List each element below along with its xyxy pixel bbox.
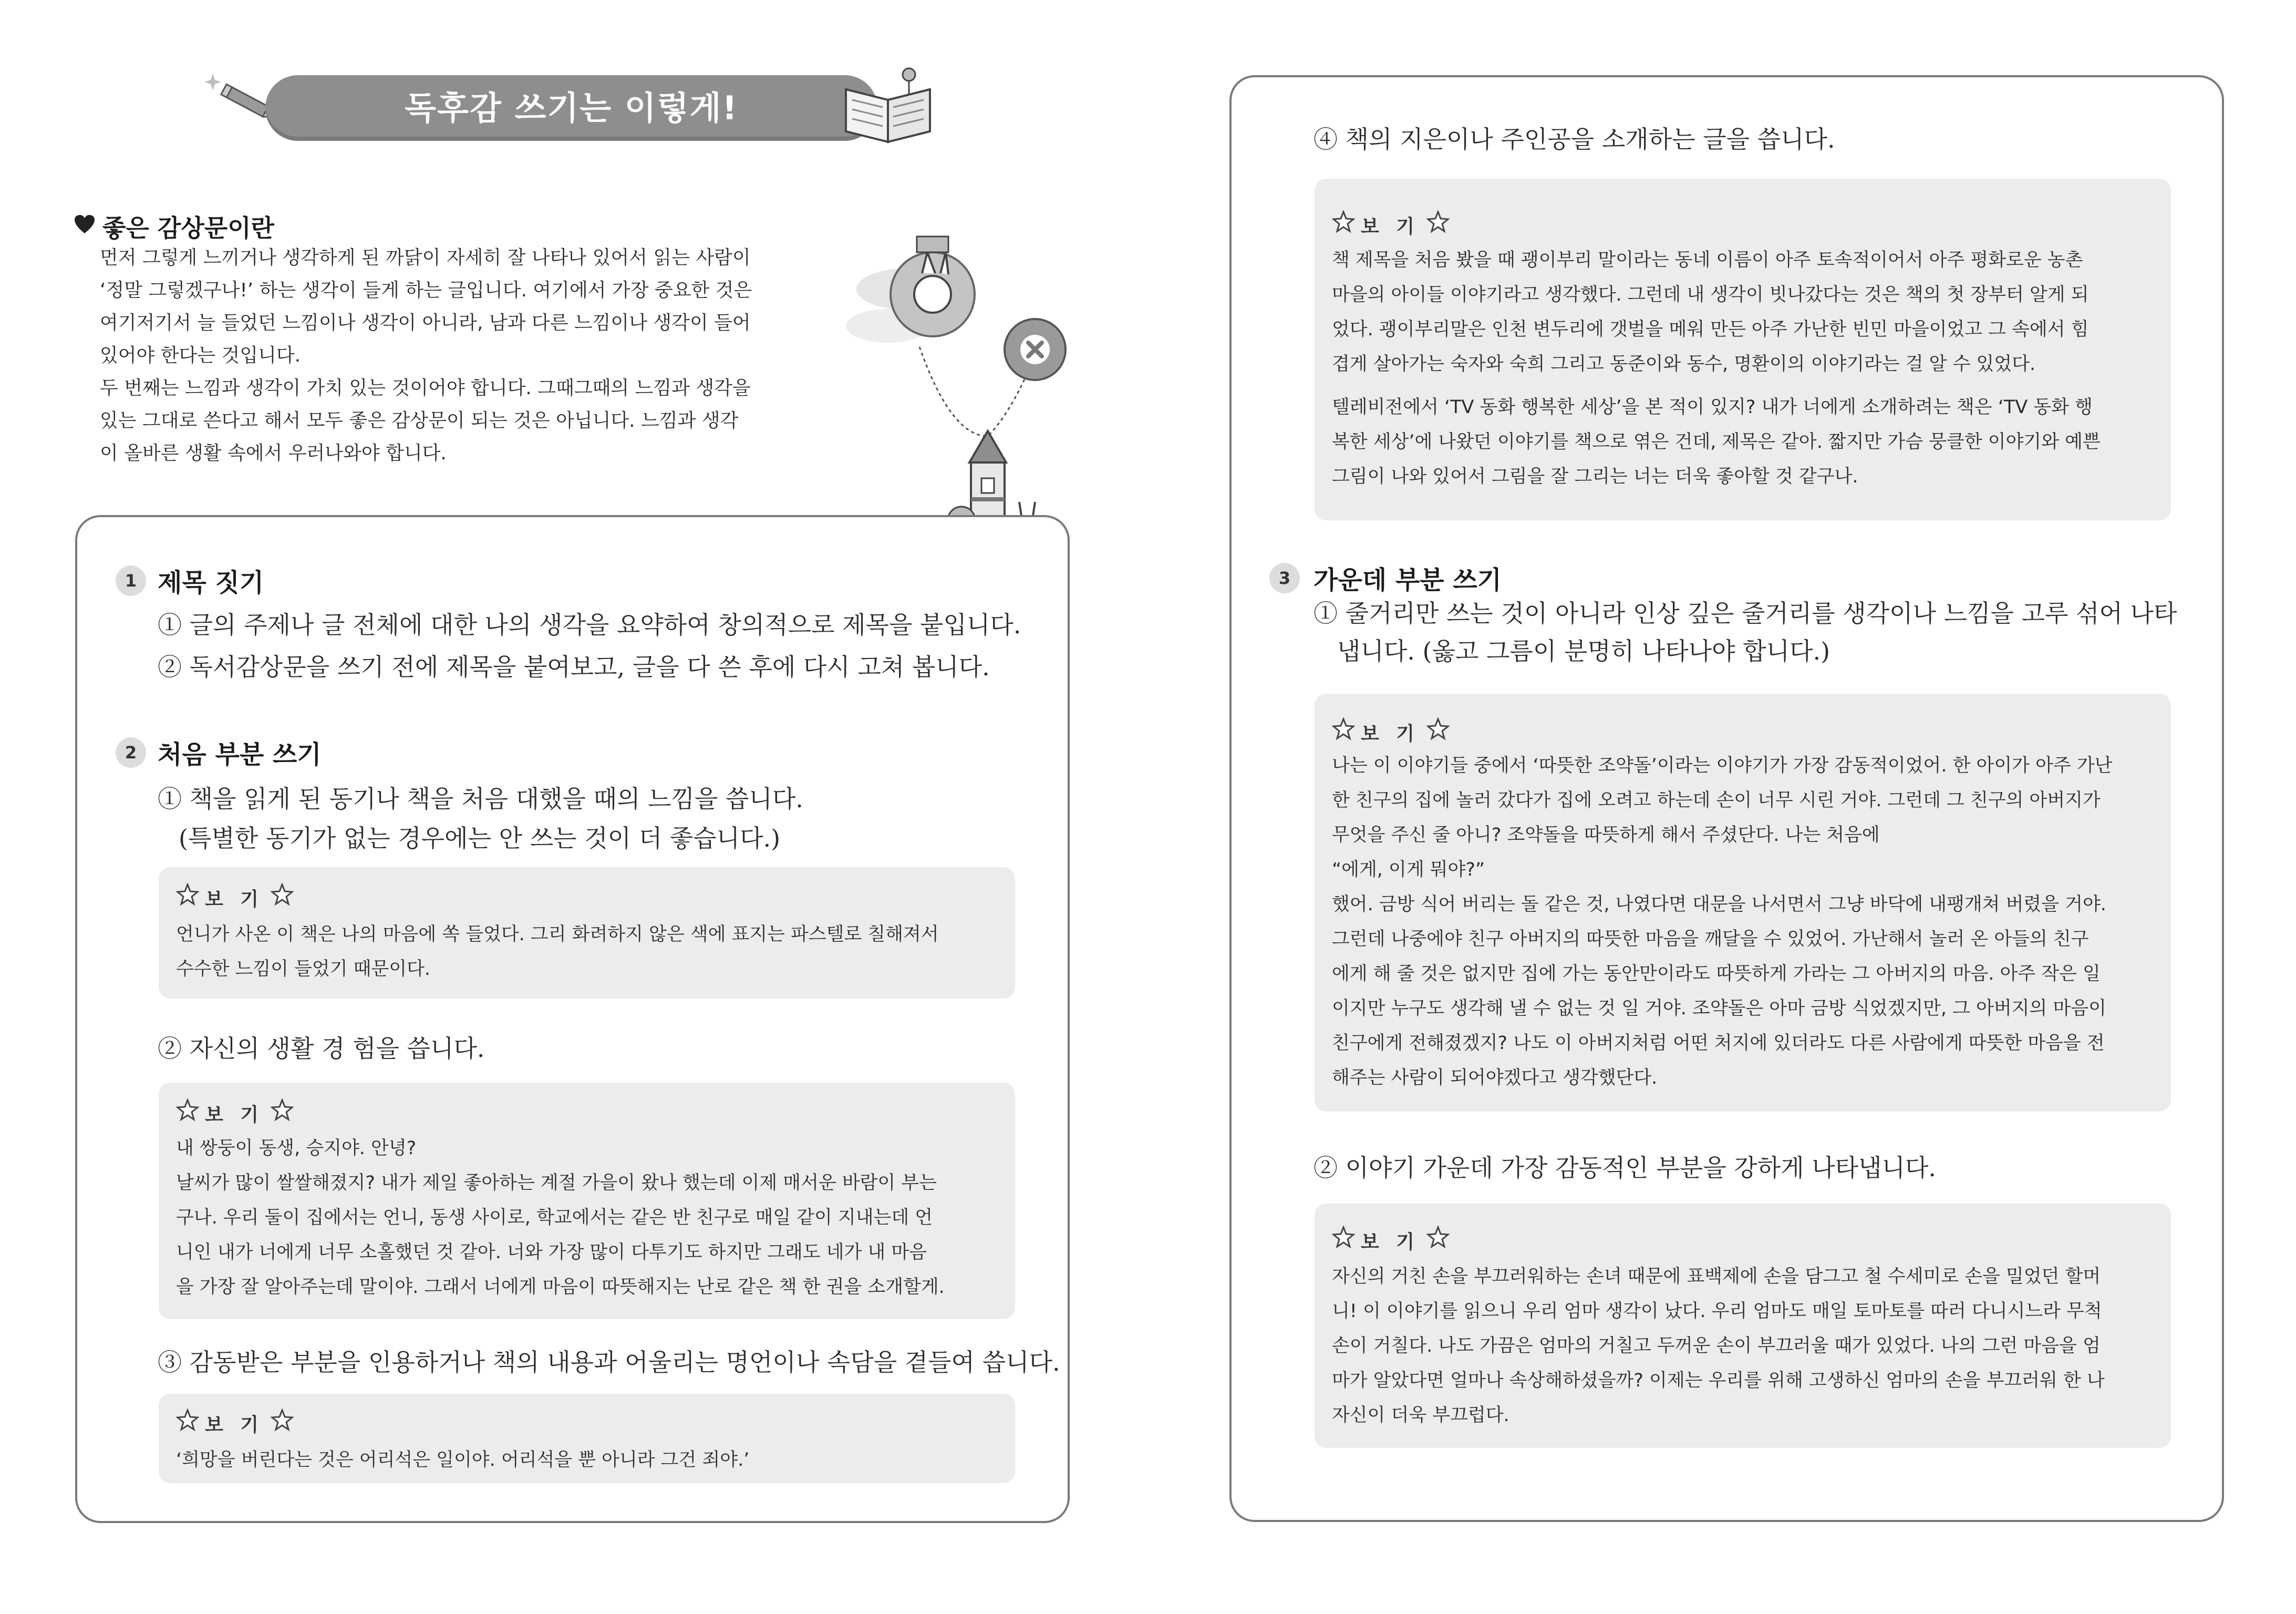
star-icon xyxy=(271,1409,294,1434)
example-label: 보 기 xyxy=(205,889,264,910)
example-label: 보 기 xyxy=(1361,1231,1420,1253)
example-line: 그림이 나와 있어서 그림을 잘 그리는 너는 더욱 좋아할 것 같구나. xyxy=(1332,466,1858,487)
star-icon xyxy=(1426,1226,1450,1251)
example-line: 을 가장 잘 알아주는데 말이야. 그래서 너에게 마음이 따뜻해지는 난로 같은 책 한 권을 소개할게. xyxy=(176,1277,945,1298)
example-line: 수수한 느낌이 들었기 때문이다. xyxy=(176,959,431,980)
intro-line: 있는 그대로 쓴다고 해서 모두 좋은 감상문이 되는 것은 아닙니다. 느낌과 생각 xyxy=(100,410,739,431)
star-icon xyxy=(1426,210,1450,235)
star-icon xyxy=(1332,717,1355,743)
intro-line: 두 번째는 느낌과 생각이 가치 있는 것이어야 합니다. 그때그때의 느낌과 생각을 xyxy=(100,377,751,399)
intro-line: 여기저기서 늘 들었던 느낌이나 생각이 아니라, 남과 다른 느낌이나 생각이 들어 xyxy=(100,312,751,334)
example-line: 텔레비전에서 ‘TV 동화 행복한 세상’을 본 적이 있지? 내가 너에게 소개하려는 책은 ‘TV 동화 행 xyxy=(1332,397,2093,418)
example-line: 복한 세상’에 나왔던 이야기를 책으로 엮은 건데, 제목은 같아. 짧지만 가슴 뭉클한 이야기와 예쁜 xyxy=(1332,431,2101,453)
example-line: ‘희망을 버린다는 것은 어리석은 일이야. 어리석을 뿐 아니라 그건 죄야.’ xyxy=(176,1449,750,1471)
example-line: 손이 거칠다. 나도 가끔은 엄마의 거칠고 두꺼운 손이 부끄러울 때가 있었다. 나의 그런 마음을 엄 xyxy=(1332,1335,2101,1356)
section-item: ① 글의 주제나 글 전체에 대한 나의 생각을 요약하여 창의적으로 제목을 붙입니다. xyxy=(158,611,1021,639)
star-icon xyxy=(271,1098,294,1124)
example-label: 보 기 xyxy=(1361,216,1420,238)
example-line: 그런데 나중에야 친구 아버지의 따뜻한 마음을 깨달을 수 있었어. 가난해서 놀러 온 아들의 친구 xyxy=(1332,929,2089,950)
example-line: 해주는 사람이 되어야겠다고 생각했단다. xyxy=(1332,1067,1658,1088)
section-item: ① 책을 읽게 된 동기나 책을 처음 대했을 때의 느낌을 씁니다. xyxy=(158,785,803,813)
example-line: 니! 이 이야기를 읽으니 우리 엄마 생각이 났다. 우리 엄마도 매일 토마토를 따러 다니시느라 무척 xyxy=(1332,1301,2102,1322)
intro-line: ‘정말 그렇겠구나!’ 하는 생각이 들게 하는 글입니다. 여기에서 가장 중요한 것은 xyxy=(100,280,752,301)
section-heading: 처음 부분 쓰기 xyxy=(158,740,322,769)
section-item: ② 자신의 생활 경 험을 씁니다. xyxy=(158,1034,485,1063)
example-label: 보 기 xyxy=(1361,723,1420,745)
section-number: 2 xyxy=(116,737,146,768)
example-line: 마가 알았다면 얼마나 속상해하셨을까? 이제는 우리를 위해 고생하신 엄마의 손을 부끄러워 한 나 xyxy=(1332,1370,2105,1391)
example-line: 무엇을 주신 줄 아니? 조약돌을 따뜻하게 해서 주셨단다. 나는 처음에 xyxy=(1332,825,1880,846)
star-icon xyxy=(176,1409,199,1434)
open-book-icon xyxy=(841,63,935,149)
example-line: 에게 해 줄 것은 없지만 집에 가는 동안만이라도 따뜻하게 가라는 그 아버지의 마음. 아주 작은 일 xyxy=(1332,963,2101,984)
intro-line: 이 올바른 생활 속에서 우러나와야 합니다. xyxy=(100,443,447,464)
example-line: 내 쌍둥이 동생, 승지야. 안녕? xyxy=(176,1138,417,1159)
section-item: ④ 책의 지은이나 주인공을 소개하는 글을 씁니다. xyxy=(1314,125,1835,153)
example-line: 이지만 누구도 생각해 낼 수 없는 것 일 거야. 조약돌은 아마 금방 식었겠지만, 그 아버지의 마음이 xyxy=(1332,998,2106,1019)
example-line: 마을의 아이들 이야기라고 생각했다. 그런데 내 생각이 빗나갔다는 것은 책의 첫 장부터 알게 되 xyxy=(1332,284,2089,305)
section-item-continued: 냅니다. (옳고 그름이 분명히 나타나야 합니다.) xyxy=(1337,637,1830,665)
star-icon xyxy=(176,883,199,908)
example-line: 했어. 금방 식어 버리는 돌 같은 것, 나였다면 대문을 나서면서 그냥 바닥에 내팽개쳐 버렸을 거야. xyxy=(1332,894,2106,915)
example-line: 친구에게 전해졌겠지? 나도 이 아버지처럼 어떤 처지에 있더라도 다른 사람에게 따뜻한 마음을 전 xyxy=(1332,1033,2105,1054)
example-line: “에게, 이게 뭐야?” xyxy=(1332,859,1485,880)
heart-icon xyxy=(74,214,96,237)
section-heading: 가운데 부분 쓰기 xyxy=(1314,566,1502,595)
example-line: 날씨가 많이 쌀쌀해졌지? 내가 제일 좋아하는 계절 가을이 왔나 했는데 이제 매서운 바람이 부는 xyxy=(176,1173,937,1194)
star-icon xyxy=(176,1098,199,1124)
star-icon xyxy=(1426,717,1450,743)
star-icon xyxy=(271,883,294,908)
example-line: 언니가 사온 이 책은 나의 마음에 쏙 들었다. 그리 화려하지 않은 색에 표지는 파스텔로 칠해져서 xyxy=(176,924,939,945)
section-number: 3 xyxy=(1269,563,1300,593)
intro-line: 먼저 그렇게 느끼거나 생각하게 된 까닭이 자세히 잘 나타나 있어서 읽는 사람이 xyxy=(100,247,751,269)
example-line: 구나. 우리 둘이 집에서는 언니, 동생 사이로, 학교에서는 같은 반 친구로 매일 같이 지내는데 언 xyxy=(176,1207,933,1228)
example-label: 보 기 xyxy=(205,1414,264,1436)
section-heading: 제목 짓기 xyxy=(158,568,264,598)
example-line: 한 친구의 집에 놀러 갔다가 집에 오려고 하는데 손이 너무 시린 거야. 그런데 그 친구의 아버지가 xyxy=(1332,790,2101,811)
section-item-note: (특별한 동기가 없는 경우에는 안 쓰는 것이 더 좋습니다.) xyxy=(179,824,781,852)
example-line: 책 제목을 처음 봤을 때 괭이부리 말이라는 동네 이름이 아주 토속적이어서 아주 평화로운 농촌 xyxy=(1332,250,2083,271)
page-title: 독후감 쓰기는 이렇게! xyxy=(405,89,738,127)
section-item: ① 줄거리만 쓰는 것이 아니라 인상 깊은 줄거리를 생각이나 느낌을 고루 섞어 나타 xyxy=(1314,599,2177,628)
example-line: 었다. 괭이부리말은 인천 변두리에 갯벌을 메워 만든 아주 가난한 빈민 마을이었고 그 속에서 힘 xyxy=(1332,319,2089,340)
section-number: 1 xyxy=(116,566,146,596)
section-item: ② 이야기 가운데 가장 감동적인 부분을 강하게 나타냅니다. xyxy=(1314,1154,1937,1182)
section-item: ② 독서감상문을 쓰기 전에 제목을 붙여보고, 글을 다 쓴 후에 다시 고쳐 봅니다. xyxy=(158,653,990,681)
example-line: 겹게 살아가는 숙자와 숙희 그리고 동준이와 동수, 명환이의 이야기라는 걸 알 수 있었다. xyxy=(1332,354,2036,375)
example-line: 나는 이 이야기들 중에서 ‘따뜻한 조약돌’이라는 이야기가 가장 감동적이었어. 한 아이가 아주 가난 xyxy=(1332,755,2113,776)
section-item: ③ 감동받은 부분을 인용하거나 책의 내용과 어울리는 명언이나 속담을 곁들여 씁니다. xyxy=(158,1348,1060,1376)
intro-line: 있어야 한다는 것입니다. xyxy=(100,345,301,366)
example-label: 보 기 xyxy=(205,1104,264,1126)
example-line: 니인 내가 너에게 너무 소홀했던 것 같아. 너와 가장 많이 다투기도 하지만 그래도 네가 내 마음 xyxy=(176,1242,927,1263)
example-line: 자신이 더욱 부끄럽다. xyxy=(1332,1405,1509,1426)
star-icon xyxy=(1332,210,1355,235)
intro-heading: 좋은 감상문이란 xyxy=(102,214,275,242)
example-line: 자신의 거친 손을 부끄러워하는 손녀 때문에 표백제에 손을 담그고 철 수세미로 손을 밀었던 할머 xyxy=(1332,1266,2101,1287)
star-icon xyxy=(1332,1226,1355,1251)
